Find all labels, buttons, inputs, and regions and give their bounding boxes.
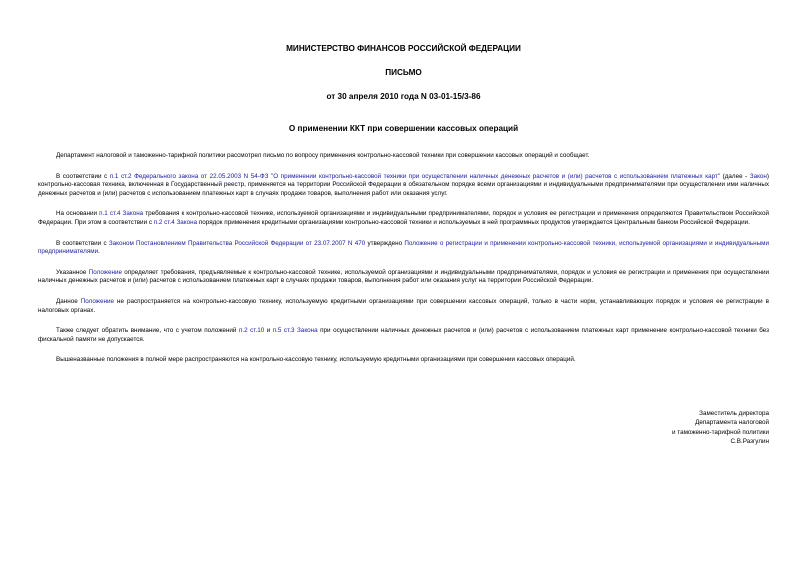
paragraph-2-text-3: ) контрольно-кассовая техника, включенная в Государственный реестр, применяется на территории Российской Федерации в обязательном порядке всеми организациями и индивидуальными предпринимателями при осуществлении ими наличных денежных расчетов и (или) расчетов с использованием платежных карт в случаях продажи товаров, выполнения работ или оказания услуг.: [38, 172, 769, 197]
paragraph-4-text-1: В соответствии с: [56, 239, 109, 247]
paragraph-5-text-1: Указанное: [56, 268, 89, 276]
signature-block: [672, 409, 769, 447]
signature-department: Департамента налоговой: [695, 419, 769, 427]
paragraph-7-text-2: и: [264, 327, 273, 335]
paragraph-2-text-2: (далее -: [720, 172, 750, 180]
paragraph-5-text-2: определяет требования, предъявляемые к контрольно-кассовой технике, используемой организациями и индивидуальными предпринимателями, порядок и условия ее регистрации и применения при осуществлении наличных денежных расчетов и (или) расчетов с использованием платежных карт в случаях продажи товаров, выполнения работ или оказания услуг на территории Российской Федерации.: [38, 268, 769, 285]
link-p2-st4-zakona[interactable]: п.2 ст.4 Закона: [153, 218, 198, 226]
signature-position: Заместитель директора: [699, 410, 769, 417]
link-postanovlenie-470[interactable]: Постановлением Правительства Российской Федерации от 23.07.2007 N 470: [136, 239, 366, 247]
paragraph-7-text-3: при осуществлении наличных денежных расчетов и (или) расчетов с использованием платежных карт применение контрольно-кассовой техники без фискальной памяти не допускается.: [38, 327, 770, 343]
paragraph-6: [38, 298, 769, 315]
paragraph-6-text-2: не распространяется на контрольно-кассовую технику, используемую кредитными организациями при совершении кассовых операций, только в части норм, устанавливающих порядок и условия ее регистрации в налоговых органах.: [38, 297, 769, 314]
paragraph-4-text-3: утверждено: [365, 239, 405, 247]
link-p1-st4-zakona[interactable]: п.1 ст.4 Закона: [99, 210, 144, 218]
link-polozhenie[interactable]: Положение: [88, 268, 122, 276]
paragraph-3: [38, 210, 769, 227]
paragraph-7: [38, 327, 769, 344]
link-p5-st3-zakona[interactable]: п.5 ст.3 Закона: [272, 327, 318, 335]
link-polozhenie-2[interactable]: Положение: [80, 297, 115, 305]
link-polozhenie-o-registracii[interactable]: Положение о регистрации и применении контрольно-кассовой техники, используемой организациями и индивидуальными предпринимателями: [38, 239, 770, 256]
ministry-title: МИНИСТЕРСТВО ФИНАНСОВ РОССИЙСКОЙ ФЕДЕРАЦИИ: [286, 44, 521, 53]
paragraph-8: Вышеназванные положения в полной мере распространяются на контрольно-кассовую технику, используемую кредитными организациями при совершении кассовых операций.: [56, 356, 576, 364]
paragraph-3-text-3: порядок применения кредитными организациями контрольно-кассовой техники и используемых в ней программных продуктов утверждается Центральным банком Российской Федерации.: [197, 218, 750, 226]
link-zakon[interactable]: Закон: [749, 172, 767, 180]
paragraph-1: Департамент налоговой и таможенно-тарифной политики рассмотрел письмо по вопросу применения контрольно-кассовой техники при совершении кассовых операций и сообщает.: [56, 152, 590, 159]
paragraph-3-text-1: На основании: [56, 210, 100, 218]
signature-name: С.В.Разгулин: [730, 438, 769, 446]
link-p2-st10[interactable]: п.2 ст.10: [238, 327, 265, 335]
link-federal-law-54fz[interactable]: п.1 ст.2 Федерального закона от 22.05.2003 N 54-ФЗ "О применении контрольно-кассовой техники при осуществлении наличных денежных расчетов и (или) расчетов с использованием платежных карт": [109, 172, 721, 180]
signature-department-cont: и таможенно-тарифной политики: [671, 428, 769, 436]
paragraph-5: [38, 269, 769, 286]
paragraph-2: [38, 173, 769, 199]
document-date-number: от 30 апреля 2010 года N 03-01-15/3-86: [326, 92, 481, 101]
document-body: [38, 152, 769, 365]
paragraph-6-text-1: Данное: [56, 297, 81, 305]
paragraph-7-text-1: Также следует обратить внимание, что с учетом положений: [56, 327, 239, 335]
paragraph-4: [38, 240, 769, 257]
paragraph-2-text-1: В соответствии с: [56, 172, 110, 180]
link-zakonom[interactable]: Законом: [108, 239, 134, 247]
paragraph-3-text-2: требования к контрольно-кассовой технике, используемой организациями и индивидуальными предпринимателями, порядок и условия ее регистрации и применения определяются Правительством Российской Федерации. При этом в соответствии с: [38, 210, 769, 226]
paragraph-4-text-4: .: [98, 248, 100, 256]
document-type: ПИСЬМО: [385, 68, 422, 77]
document-subject: О применении ККТ при совершении кассовых операций: [288, 124, 519, 133]
